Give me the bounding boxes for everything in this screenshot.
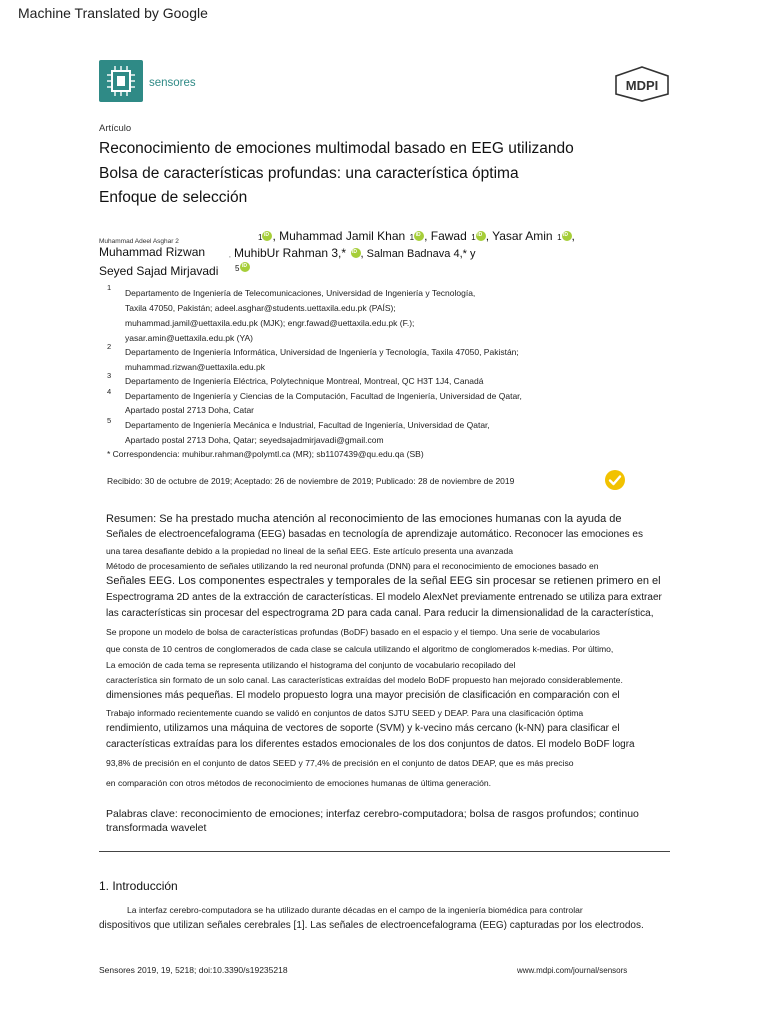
footer-citation: Sensores 2019, 19, 5218; doi:10.3390/s19235218 (99, 965, 288, 975)
abstract-line: Resumen: Se ha prestado mucha atención al reconocimiento de las emociones humanas con la ayuda de (106, 513, 622, 525)
affiliation-line: Departamento de Ingeniería Informática, Universidad de Ingeniería y Tecnología, Taxila 47050, Pakistán; (125, 347, 519, 357)
affiliation-line: Apartado postal 2713 Doha, Qatar; seyedsajadmirjavadi@gmail.com (125, 435, 384, 445)
orcid-icon[interactable] (240, 262, 250, 272)
orcid-icon[interactable] (351, 248, 361, 258)
keywords-line: transformada wavelet (106, 822, 207, 834)
intro-line: La interfaz cerebro-computadora se ha utilizado durante décadas en el campo de la ingeniería biomédica para controlar (127, 905, 583, 915)
abstract-line: La emoción de cada tema se representa utilizando el histograma del conjunto de vocabulario recopilado del (106, 660, 516, 670)
orcid-icon[interactable] (476, 231, 486, 241)
abstract-line: Se propone un modelo de bolsa de características profundas (BoDF) basado en el espacio y el tiempo. Una serie de vocabularios (106, 627, 600, 637)
author-sup: 1 (409, 233, 415, 242)
title-line: Bolsa de características profundas: una característica óptima (99, 165, 519, 182)
affiliation-line: Departamento de Ingeniería de Telecomunicaciones, Universidad de Ingeniería y Tecnología, (125, 288, 476, 298)
author-sup: 1 (258, 233, 263, 242)
abstract-line: dimensiones más pequeñas. El modelo propuesto logra una mayor precisión de clasificación en comparación con el (106, 690, 620, 701)
abstract-line: Trabajo informado recientemente cuando se validó en conjuntos de datos SJTU SEED y DEAP. Para una clasificación óptima (106, 708, 584, 718)
article-type: Artículo (99, 123, 132, 134)
affiliation-number: 2 (107, 342, 112, 351)
section-heading: 1. Introducción (99, 879, 178, 893)
affiliation-line: Taxila 47050, Pakistán; adeel.asghar@students.uettaxila.edu.pk (PAÍS); (125, 303, 396, 313)
affiliation-number: 5 (107, 416, 112, 425)
author-sup: 1 (471, 233, 476, 242)
author-name: MuhibUr Rahman 3,* (234, 246, 347, 260)
author-sup: 5 (235, 264, 240, 273)
author-line-1 (258, 227, 575, 245)
affiliation-line: Apartado postal 2713 Doha, Catar (125, 405, 255, 415)
author-line-2 (234, 244, 475, 262)
affiliation-line: yasar.amin@uettaxila.edu.pk (YA) (125, 333, 254, 343)
author-name: Muhammad Rizwan (99, 245, 206, 259)
check-updates-icon[interactable] (604, 469, 626, 491)
affiliation-line: Departamento de Ingeniería y Ciencias de la Computación, Facultad de Ingeniería, Universidad de Qatar, (125, 391, 522, 401)
abstract-line: características extraídas para los diferentes estados emocionales de los dos conjuntos de datos. El modelo BoDF logra (106, 739, 635, 750)
author-name: , Salman Badnava 4,* y (360, 248, 476, 260)
author-name: , Fawad (424, 229, 467, 243)
orcid-icon[interactable] (414, 231, 424, 241)
abstract-line: que consta de 10 centros de conglomerados de cada clase se calcula utilizando el algoritmo de conglomerados k-medias. Por último, (106, 644, 614, 654)
affiliation-number: 4 (107, 387, 112, 396)
affiliation-line: Departamento de Ingeniería Mecánica e Industrial, Facultad de Ingeniería, Universidad de Qatar, (125, 420, 490, 430)
author-name: Muhammad Adeel Asghar 2 (99, 238, 179, 245)
affiliation-line: muhammad.rizwan@uettaxila.edu.pk (125, 362, 265, 372)
abstract-line: Método de procesamiento de señales utilizando la red neuronal profunda (DNN) para el reconocimiento de emociones basado en (106, 561, 599, 571)
abstract-line: Señales EEG. Los componentes espectrales y temporales de la señal EEG sin procesar se retienen primero en el (106, 575, 661, 587)
intro-line: dispositivos que utilizan señales cerebrales [1]. Las señales de electroencefalograma (EEG) capturadas por los electrodos. (99, 920, 644, 931)
keywords-line: Palabras clave: reconocimiento de emociones; interfaz cerebro-computadora; bolsa de rasgos profundos; continuo (106, 808, 639, 820)
title-line: Enfoque de selección (99, 189, 248, 206)
sensors-logo-icon (99, 60, 143, 102)
affiliation-line: Departamento de Ingeniería Eléctrica, Polytechnique Montreal, Montreal, QC H3T 1J4, Canadá (125, 376, 484, 386)
publication-dates: Recibido: 30 de octubre de 2019; Aceptado: 26 de noviembre de 2019; Publicado: 28 de noviembre de 2019 (107, 476, 515, 486)
correspondence: * Correspondencia: muhibur.rahman@polymtl.ca (MR); sb1107439@qu.edu.qa (SB) (107, 449, 424, 459)
author-sup-group (235, 258, 250, 276)
orcid-icon[interactable] (562, 231, 572, 241)
author-separator: , (571, 229, 575, 243)
abstract-line: característica sin formato de un solo canal. Las características extraídas del modelo BoDF propuesto han mejorado considerablemente. (106, 675, 623, 685)
title-line: Reconocimiento de emociones multimodal basado en EEG utilizando (99, 140, 574, 157)
author-name: Seyed Sajad Mirjavadi (99, 264, 219, 278)
abstract-line: una tarea desafiante debido a la propiedad no lineal de la señal EEG. Este artículo presenta una avanzada (106, 546, 514, 556)
footer-url[interactable]: www.mdpi.com/journal/sensors (517, 966, 628, 975)
abstract-line: las características sin procesar del espectrograma 2D para cada canal. Para reducir la dimensionalidad de la característica, (106, 608, 654, 619)
abstract-line: Señales de electroencefalograma (EEG) basadas en tecnología de aprendizaje automático. Reconocer las emociones es (106, 529, 643, 540)
svg-text:MDPI: MDPI (625, 78, 659, 93)
section-divider (99, 851, 670, 852)
author-sup: 1 (557, 233, 562, 242)
orcid-icon[interactable] (262, 231, 272, 241)
author-separator: , (229, 252, 231, 259)
journal-name: sensores (149, 77, 196, 89)
abstract-line: 93,8% de precisión en el conjunto de datos SEED y 77,4% de precisión en el conjunto de datos DEAP, que es más preciso (106, 758, 574, 768)
author-name: , Yasar Amin (485, 229, 553, 243)
mdpi-logo-icon (614, 66, 670, 102)
abstract-line: en comparación con otros métodos de reconocimiento de emociones humanas de última generación. (106, 778, 492, 788)
affiliation-number: 1 (107, 283, 112, 292)
affiliation-number: 3 (107, 371, 112, 380)
abstract-line: Espectrograma 2D antes de la extracción de características. El modelo AlexNet previamente entrenado se utiliza para extraer (106, 592, 662, 603)
affiliation-line: muhammad.jamil@uettaxila.edu.pk (MJK); engr.fawad@uettaxila.edu.pk (F.); (125, 318, 415, 328)
machine-translation-banner: Machine Translated by Google (18, 5, 208, 21)
author-name: , Muhammad Jamil Khan (272, 229, 406, 243)
abstract-line: rendimiento, utilizamos una máquina de vectores de soporte (SVM) y k-vecino más cercano (k-NN) para clasificar el (106, 723, 620, 734)
